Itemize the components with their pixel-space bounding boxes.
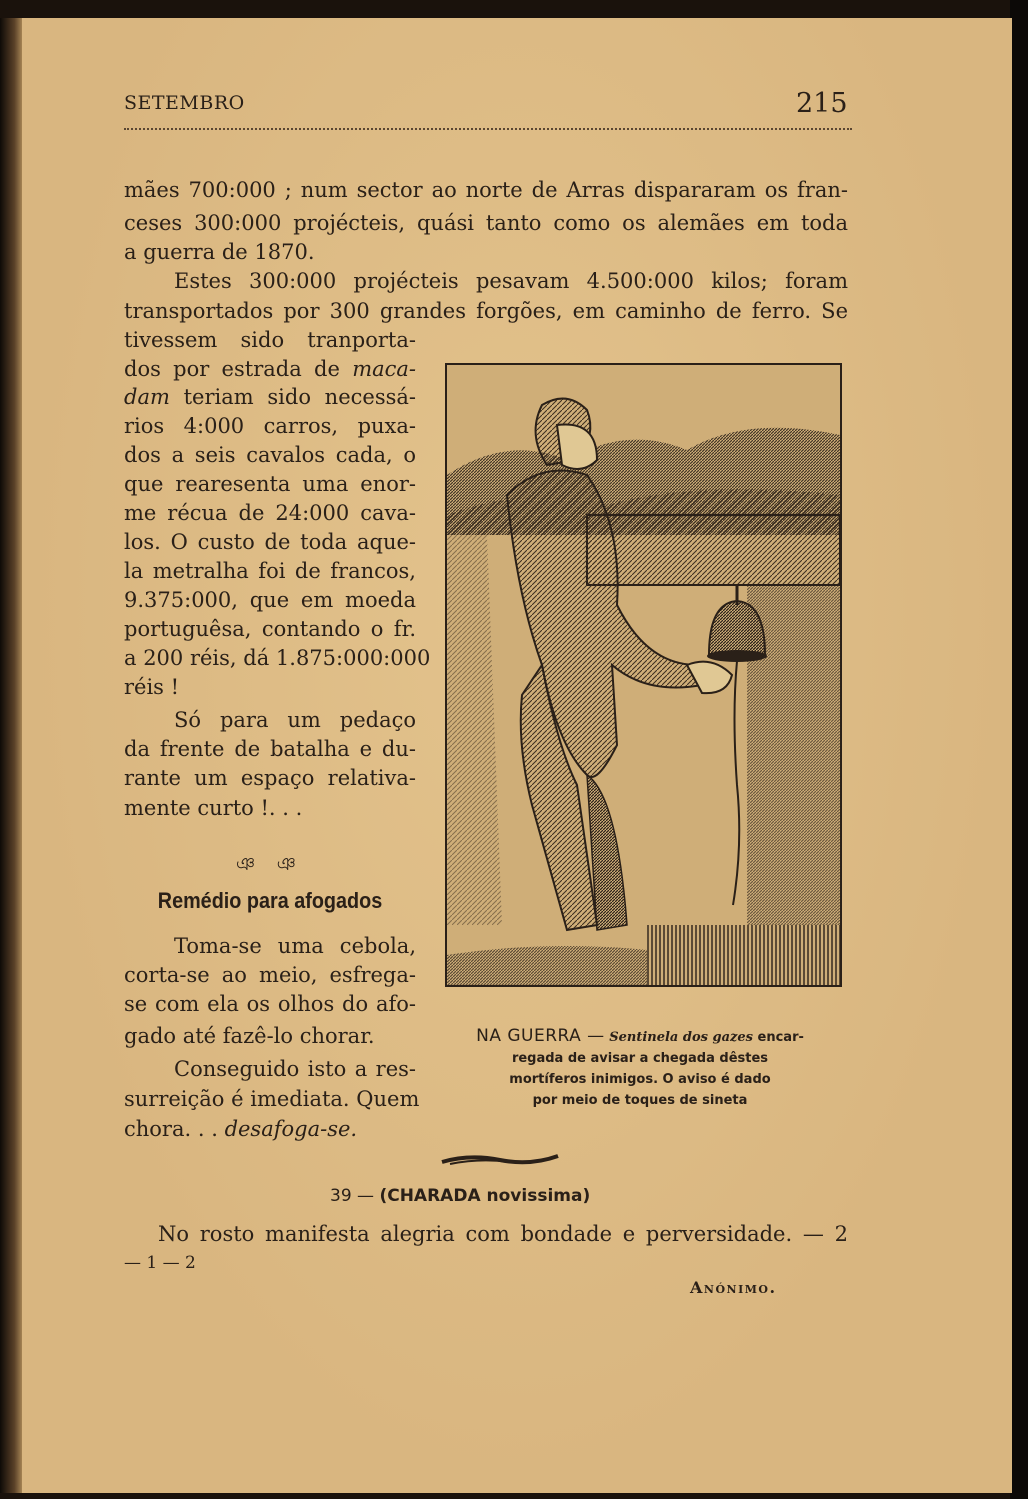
illustration-sentinel-bell [445,363,842,987]
caption-line-1: NA GUERRA — Sentinela dos gazes encar- [476,1026,804,1046]
text-line: réis ! [124,675,180,699]
text-line: mães 700:000 ; num sector ao norte de Arras dispararam os fran- [124,178,848,202]
text-line: a 200 réis, dá 1.875:000:000 [124,646,431,670]
trench-fence [647,925,840,985]
wooden-beam [587,515,840,585]
page-gutter-shadow [0,18,24,1493]
text-line: rante um espaço relativa- [124,766,416,790]
section-heading: Remédio para afogados [157,888,383,913]
charada-title: 39 — (CHARADA novissima) [330,1186,591,1206]
caption-line-2: regada de avisar a chegada dêstes [511,1051,769,1066]
running-header-month: SETEMBRO [124,92,245,114]
text-line: Estes 300:000 projécteis pesavam 4.500:000 kilos; foram [174,269,848,293]
author-signature: Anónimo. [690,1278,777,1297]
text-line: 9.375:000, que em moeda [124,588,416,612]
text-line: la metralha foi de francos, [124,559,416,583]
text-line: tivessem sido tranporta- [124,328,416,352]
text-line: da frente de batalha e du- [124,737,416,761]
caption-line-4: por meio de toques de sineta [532,1093,748,1108]
swash-divider [440,1150,560,1170]
text-line: surreição é imediata. Quem [124,1087,420,1111]
text-line: rios 4:000 carros, puxa- [124,414,416,438]
text-line: me récua de 24:000 cava- [124,501,416,525]
text-line: los. O custo de toda aque- [124,530,416,554]
text-line: Só para um pedaço [174,708,416,732]
text-line: gado até fazê-lo chorar. [124,1024,375,1048]
ornament-divider: ঞ ঞ [236,854,304,875]
caption-line-3: mortíferos inimigos. O aviso é dado [509,1072,771,1087]
figure-caption [425,1026,855,1111]
text-line: a guerra de 1870. [124,240,315,264]
page-number: 215 [796,88,848,119]
charada-line: — 1 — 2 [124,1253,196,1273]
text-line: dos por estrada de maca- [124,357,416,381]
text-line: mente curto !. . . [124,796,303,820]
engraving-drawing [447,365,840,985]
text-line: portuguêsa, contando o fr. [124,617,416,641]
text-line: dam teriam sido necessá- [124,385,416,409]
text-line: Conseguido isto a res- [174,1057,416,1081]
charada-line: No rosto manifesta alegria com bondade e perversidade. — 2 [158,1222,848,1246]
text-line: dos a seis cavalos cada, o [124,443,416,467]
header-rule [124,128,852,130]
text-line: Toma-se uma cebola, [174,934,416,958]
text-line: ceses 300:000 projécteis, quási tanto como os alemães em toda [124,211,848,235]
text-line: se com ela os olhos do afo- [124,992,416,1016]
text-line: chora. . . desafoga-se. [124,1117,358,1141]
text-line: transportados por 300 grandes forgões, em caminho de ferro. Se [124,299,848,323]
scan-edge [1010,0,1028,1499]
text-line: corta-se ao meio, esfrega- [124,963,416,987]
text-line: que rearesenta uma enor- [124,472,416,496]
